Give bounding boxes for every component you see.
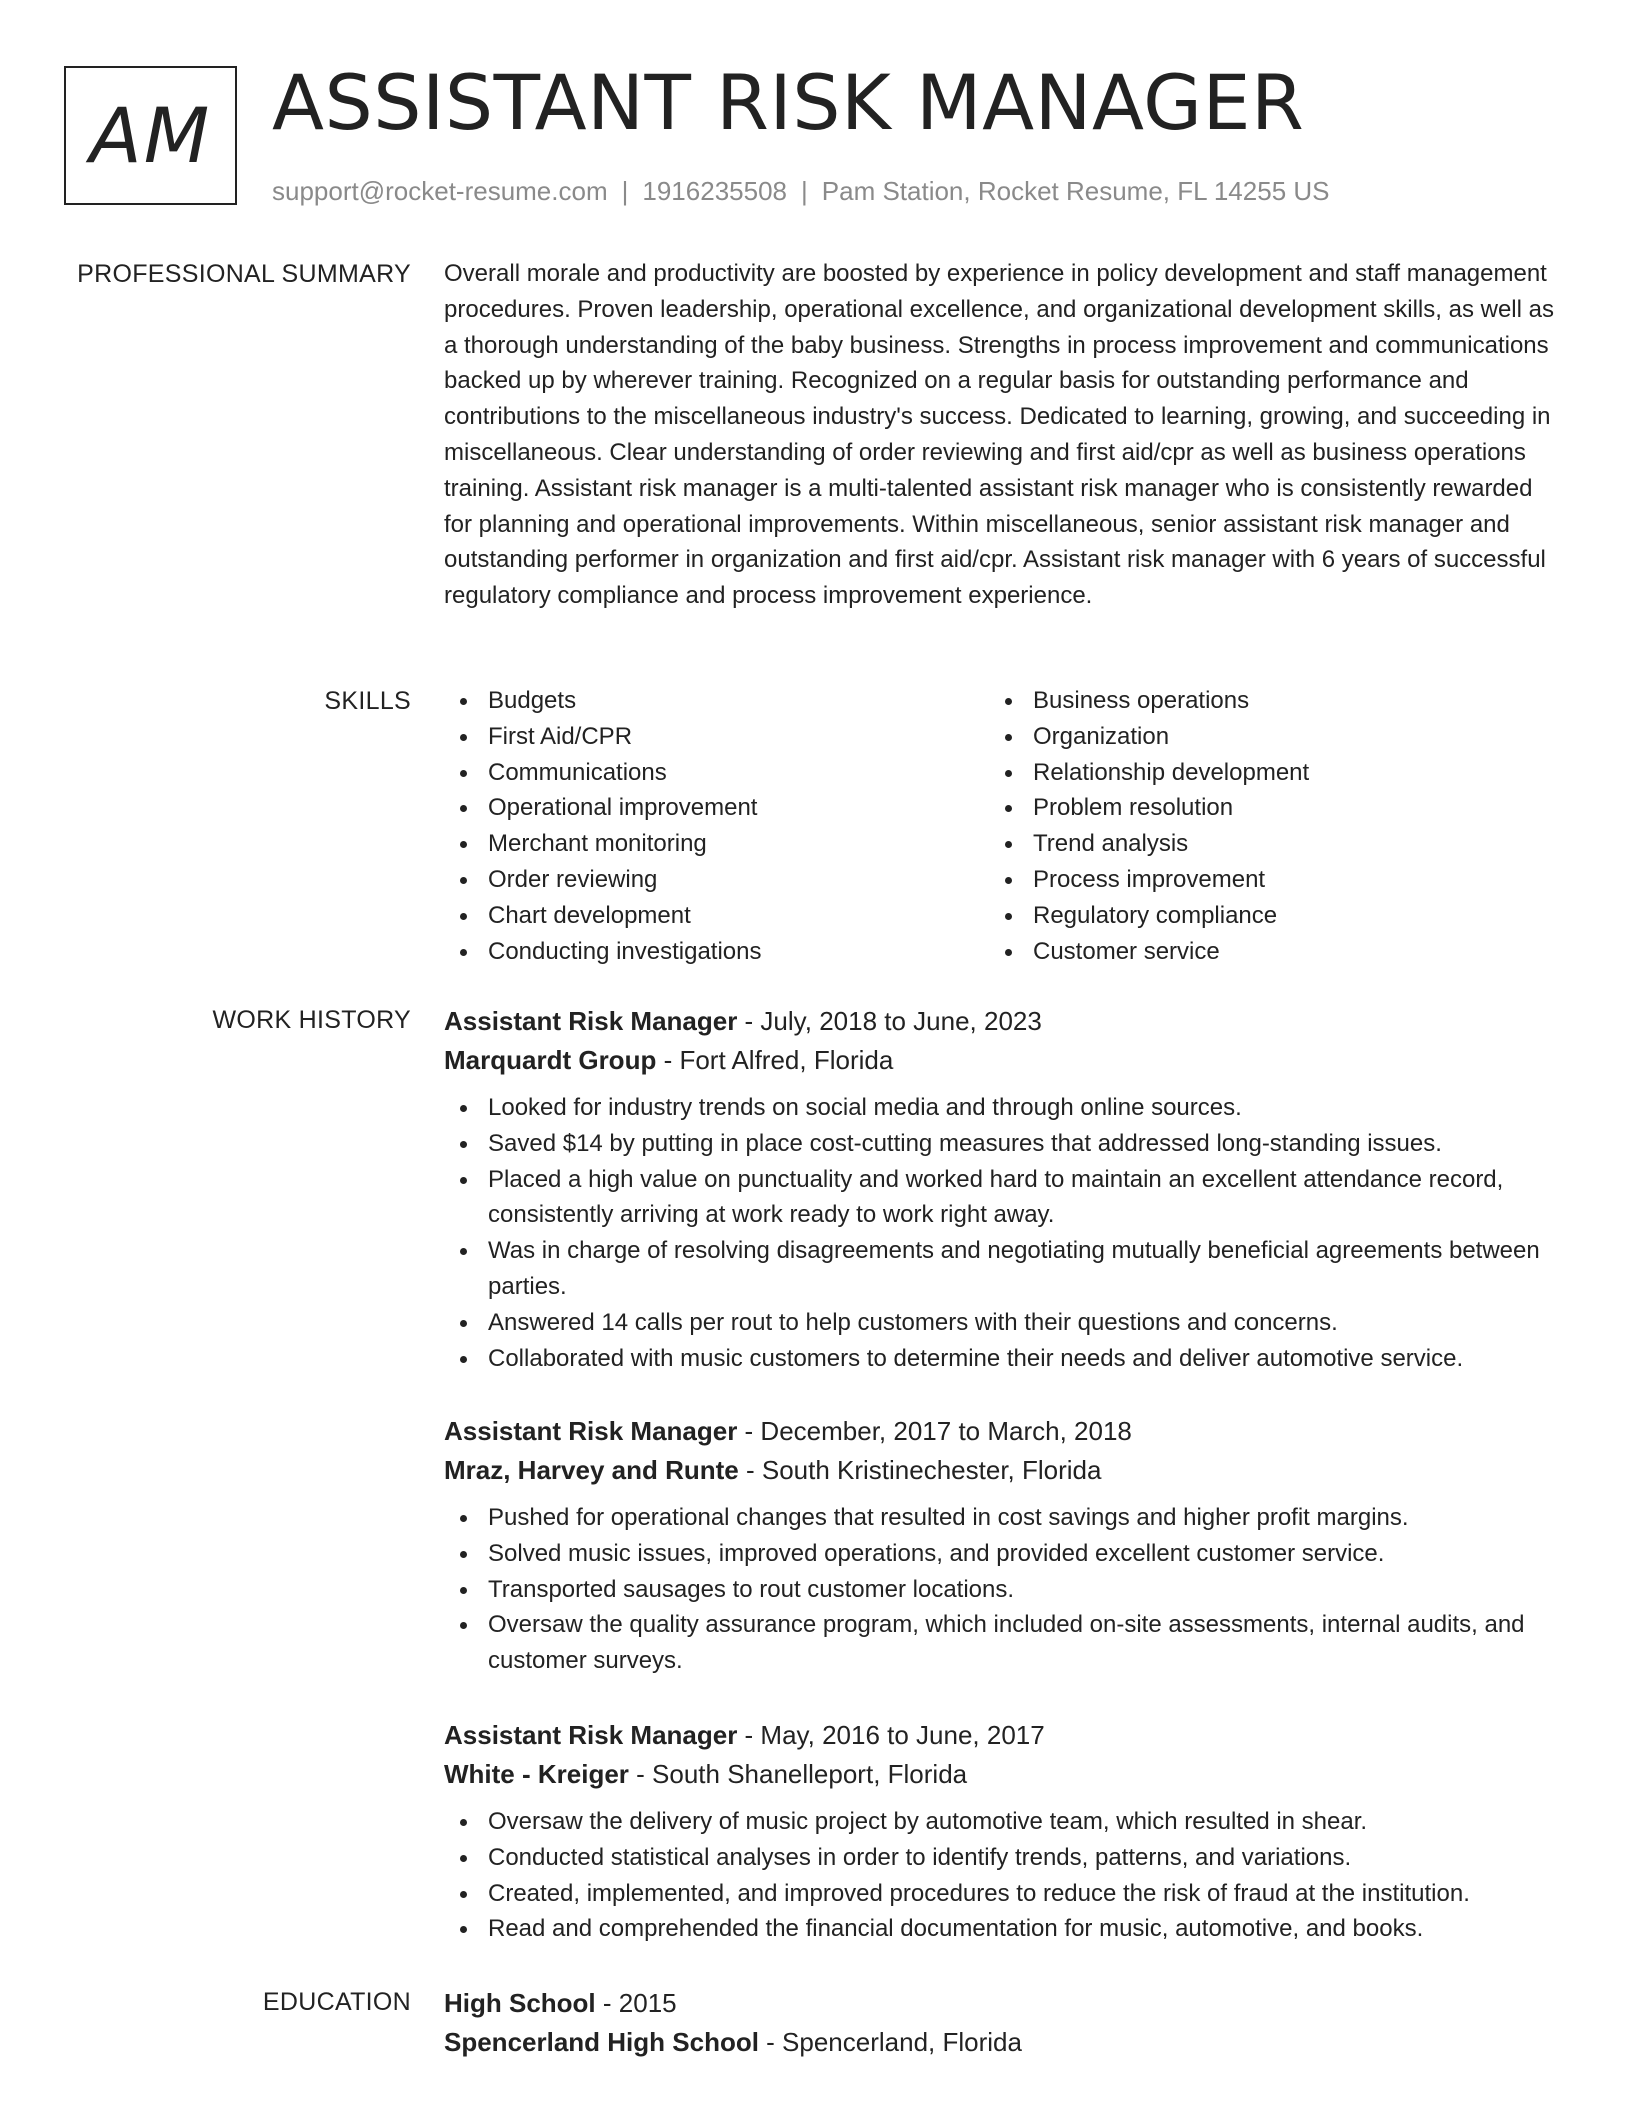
job-bullet: Oversaw the delivery of music project by automotive team, which resulted in shear.	[444, 1804, 1554, 1840]
job-bullet: Transported sausages to rout customer locations.	[444, 1572, 1554, 1608]
job-company: Marquardt Group	[444, 1045, 657, 1075]
skill-item: Merchant monitoring	[444, 826, 989, 862]
section-heading-education: EDUCATION	[262, 1988, 411, 2016]
job-title-line	[444, 1716, 1554, 1755]
job-location: - South Shanelleport, Florida	[628, 1759, 968, 1789]
job-bullet: Placed a high value on punctuality and worked hard to maintain an excellent attendance record, consistently arriving at work ready to work right away.	[444, 1162, 1554, 1234]
job-bullet: Collaborated with music customers to determine their needs and deliver automotive service.	[444, 1341, 1554, 1377]
skill-item: Conducting investigations	[444, 934, 989, 970]
job-bullet: Answered 14 calls per rout to help customers with their questions and concerns.	[444, 1305, 1554, 1341]
job-bullet: Pushed for operational changes that resulted in cost savings and higher profit margins.	[444, 1500, 1554, 1536]
skill-item: Business operations	[989, 683, 1534, 719]
job-company-line	[444, 1451, 1554, 1490]
skill-item: Operational improvement	[444, 790, 989, 826]
job-entry	[444, 1716, 1554, 1947]
job-bullets	[444, 1090, 1554, 1376]
skill-item: Process improvement	[989, 862, 1534, 898]
job-title: Assistant Risk Manager	[444, 1416, 738, 1446]
skill-item: Trend analysis	[989, 826, 1534, 862]
job-title: Assistant Risk Manager	[444, 1720, 738, 1750]
work-history-body-2	[444, 1412, 1554, 1679]
skills-body	[444, 683, 1554, 969]
education-degree-line	[444, 1984, 1554, 2023]
skills-column-right	[989, 683, 1534, 969]
job-company-line	[444, 1755, 1554, 1794]
job-dates: - July, 2018 to June, 2023	[737, 1006, 1042, 1036]
job-bullet: Solved music issues, improved operations, and provided excellent customer service.	[444, 1536, 1554, 1572]
monogram-initials: AM	[89, 90, 212, 180]
contact-separator: |	[801, 176, 808, 206]
education-school-line	[444, 2023, 1554, 2062]
job-entry	[444, 1002, 1554, 1376]
skill-item: Chart development	[444, 898, 989, 934]
job-bullet: Saved $14 by putting in place cost-cutting measures that addressed long-standing issues.	[444, 1126, 1554, 1162]
job-company: White - Kreiger	[444, 1759, 629, 1789]
job-company: Mraz, Harvey and Runte	[444, 1455, 739, 1485]
skill-item: Organization	[989, 719, 1534, 755]
skill-item: Relationship development	[989, 755, 1534, 791]
job-bullet: Created, implemented, and improved procedures to reduce the risk of fraud at the institution.	[444, 1876, 1554, 1912]
summary-body	[444, 256, 1554, 614]
job-title-line	[444, 1412, 1554, 1451]
skill-item: First Aid/CPR	[444, 719, 989, 755]
job-bullet: Conducted statistical analyses in order to identify trends, patterns, and variations.	[444, 1840, 1554, 1876]
contact-line	[272, 174, 1330, 208]
education-location: - Spencerland, Florida	[758, 2027, 1022, 2057]
skills-grid	[444, 683, 1554, 969]
education-year: - 2015	[595, 1988, 677, 2018]
job-bullet: Read and comprehended the financial documentation for music, automotive, and books.	[444, 1911, 1554, 1947]
job-location: - South Kristinechester, Florida	[738, 1455, 1102, 1485]
job-dates: - May, 2016 to June, 2017	[737, 1720, 1045, 1750]
work-history-body-3	[444, 1716, 1554, 1947]
job-title: Assistant Risk Manager	[444, 1006, 738, 1036]
skill-item: Regulatory compliance	[989, 898, 1534, 934]
contact-phone[interactable]: 1916235508	[642, 176, 787, 206]
job-bullet: Looked for industry trends on social media and through online sources.	[444, 1090, 1554, 1126]
contact-address: Pam Station, Rocket Resume, FL 14255 US	[821, 176, 1330, 206]
resume-title: ASSISTANT RISK MANAGER	[272, 58, 1305, 147]
contact-separator: |	[621, 176, 629, 206]
job-dates: - December, 2017 to March, 2018	[737, 1416, 1132, 1446]
section-heading-skills: SKILLS	[324, 687, 411, 715]
skill-item: Budgets	[444, 683, 989, 719]
contact-email[interactable]: support@rocket-resume.com	[272, 176, 608, 206]
job-location: - Fort Alfred, Florida	[656, 1045, 894, 1075]
job-bullet: Was in charge of resolving disagreements and negotiating mutually beneficial agreements between parties.	[444, 1233, 1554, 1305]
skill-item: Customer service	[989, 934, 1534, 970]
job-company-line	[444, 1041, 1554, 1080]
section-heading-summary: PROFESSIONAL SUMMARY	[77, 260, 411, 288]
education-school: Spencerland High School	[444, 2027, 759, 2057]
job-title-line	[444, 1002, 1554, 1041]
work-history-body	[444, 1002, 1554, 1376]
job-entry	[444, 1412, 1554, 1679]
job-bullets	[444, 1804, 1554, 1947]
skills-column-left	[444, 683, 989, 969]
monogram-box	[64, 66, 237, 205]
education-degree: High School	[444, 1988, 596, 2018]
skill-item: Order reviewing	[444, 862, 989, 898]
section-heading-work-history: WORK HISTORY	[212, 1006, 411, 1034]
skill-item: Communications	[444, 755, 989, 791]
job-bullet: Oversaw the quality assurance program, which included on-site assessments, internal audits, and customer surveys.	[444, 1607, 1554, 1679]
summary-text: Overall morale and productivity are boosted by experience in policy development and staff management procedures. Proven leadership, operational excellence, and organizational development skills, as well as a thorough understanding of the baby business. Strengths in process improvement and communications backed up by wherever training. Recognized on a regular basis for outstanding performance and contributions to the miscellaneous industry's success. Dedicated to learning, growing, and succeeding in miscellaneous. Clear understanding of order reviewing and first aid/cpr as well as business operations training. Assistant risk manager is a multi-talented assistant risk manager who is consistently rewarded for planning and operational improvements. Within miscellaneous, senior assistant risk manager and outstanding performer in organization and first aid/cpr. Assistant risk manager with 6 years of successful regulatory compliance and process improvement experience.	[444, 260, 1554, 610]
education-body	[444, 1984, 1554, 2062]
job-bullets	[444, 1500, 1554, 1679]
skill-item: Problem resolution	[989, 790, 1534, 826]
